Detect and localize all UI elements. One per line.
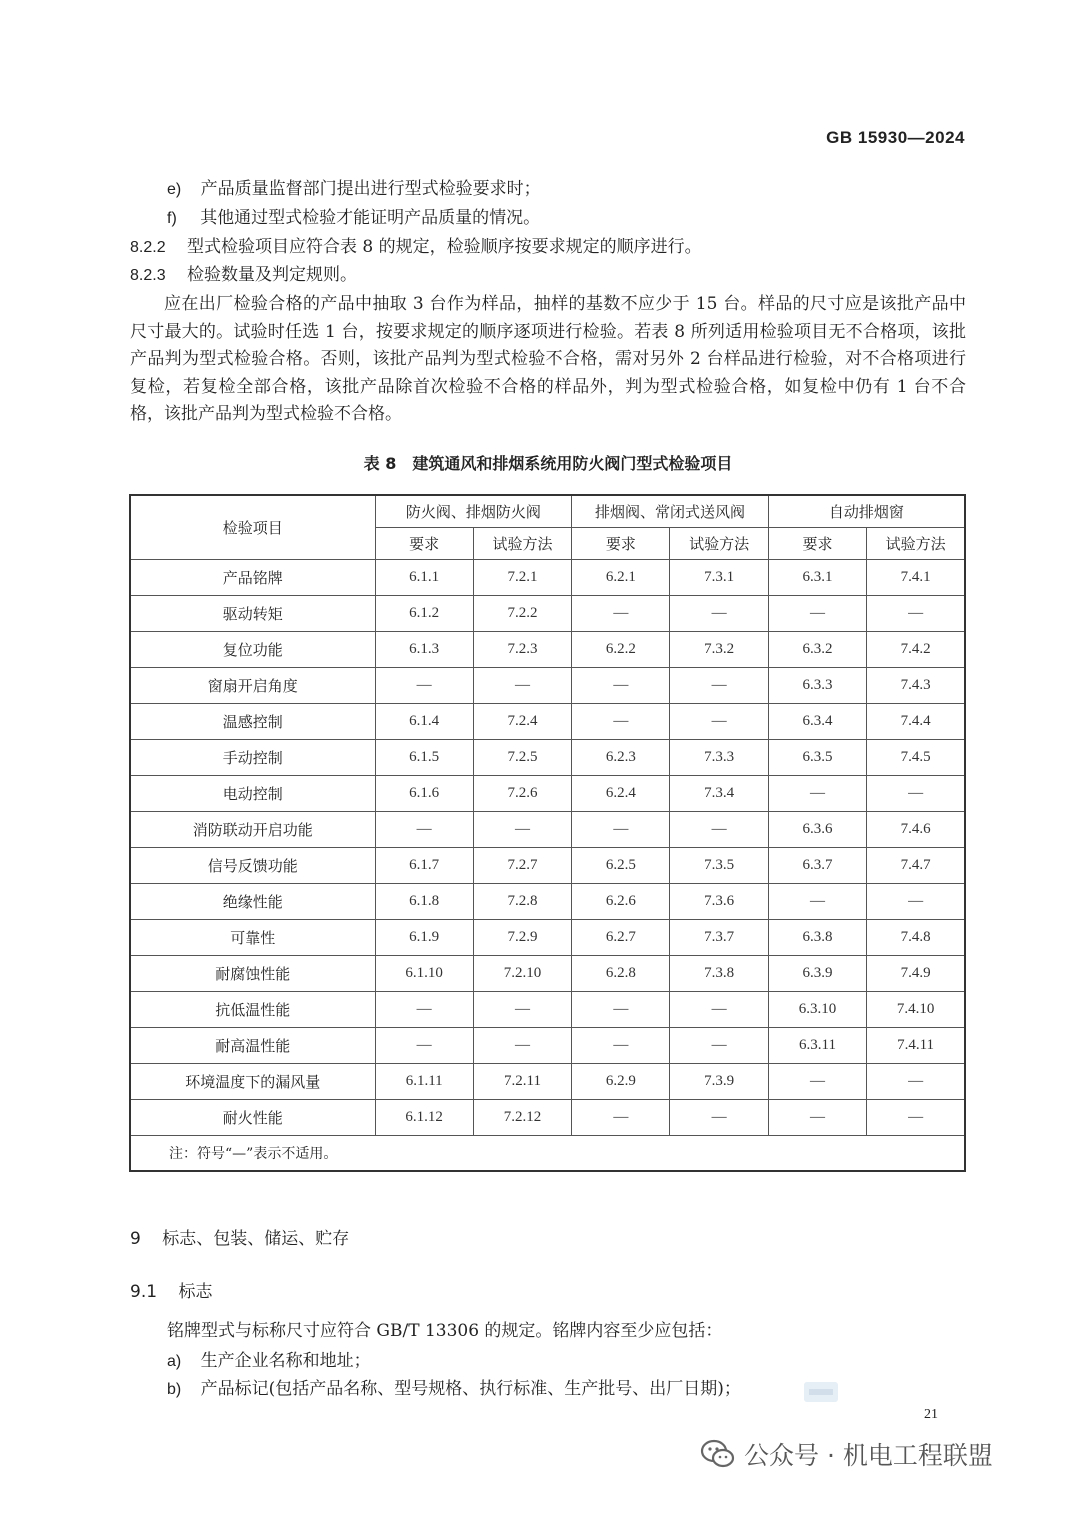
inspection-item: 可靠性 xyxy=(130,920,375,956)
table-row xyxy=(130,812,965,848)
clause-ref-cell: 6.2.7 xyxy=(572,920,670,956)
clause-ref-cell: — xyxy=(768,884,866,920)
clause-ref-cell: 7.4.6 xyxy=(867,812,965,848)
clause-ref-cell: — xyxy=(768,1100,866,1136)
table-row xyxy=(130,776,965,812)
inspection-item: 驱动转矩 xyxy=(130,596,375,632)
clause-ref-cell: 7.2.7 xyxy=(473,848,571,884)
list-marker: f) xyxy=(167,210,177,227)
clause-ref-cell: — xyxy=(867,1100,965,1136)
standard-code: GB 15930—2024 xyxy=(826,128,965,147)
table-row xyxy=(130,740,965,776)
inspection-item: 消防联动开启功能 xyxy=(130,812,375,848)
section-number: 9.1 xyxy=(130,1282,158,1302)
table-caption: 表 8 建筑通风和排烟系统用防火阀门型式检验项目 xyxy=(363,454,733,473)
group-header: 自动排烟窗 xyxy=(768,495,965,528)
clause-ref-cell: 6.1.5 xyxy=(375,740,473,776)
clause-ref-cell: 7.3.8 xyxy=(670,956,768,992)
group-header: 排烟阀、常闭式送风阀 xyxy=(572,495,769,528)
table-row xyxy=(130,956,965,992)
clause-text: 检验数量及判定规则。 xyxy=(187,265,357,285)
watermark-text: 公众号 · 机电工程联盟 xyxy=(744,1441,993,1470)
clause-ref-cell: 6.1.3 xyxy=(375,632,473,668)
sub-header: 试验方法 xyxy=(473,528,571,560)
clause-ref-cell: 7.3.2 xyxy=(670,632,768,668)
clause-ref-cell: 7.4.3 xyxy=(867,668,965,704)
clause-ref-cell: 6.1.1 xyxy=(375,560,473,596)
clause-ref-cell: — xyxy=(768,596,866,632)
clause-ref-cell: — xyxy=(670,1028,768,1064)
clause-ref-cell: — xyxy=(670,992,768,1028)
clause-ref-cell: — xyxy=(473,812,571,848)
table-row xyxy=(130,632,965,668)
table-row xyxy=(130,1064,965,1100)
list-item-e xyxy=(167,178,541,201)
clause-ref-cell: — xyxy=(375,668,473,704)
clause-ref-cell: 7.3.4 xyxy=(670,776,768,812)
clause-ref-cell: — xyxy=(375,992,473,1028)
table-row xyxy=(130,668,965,704)
clause-ref-cell: 7.2.12 xyxy=(473,1100,571,1136)
clause-ref-cell: 6.3.3 xyxy=(768,668,866,704)
clause-ref-cell: 7.2.3 xyxy=(473,632,571,668)
clause-ref-cell: 7.4.8 xyxy=(867,920,965,956)
inspection-item: 信号反馈功能 xyxy=(130,848,375,884)
clause-ref-cell: 6.3.2 xyxy=(768,632,866,668)
table-row xyxy=(130,560,965,596)
clause-ref-cell: — xyxy=(572,704,670,740)
sub-header: 要求 xyxy=(375,528,473,560)
clause-ref-cell: — xyxy=(670,668,768,704)
clause-number: 8.2.3 xyxy=(130,267,166,284)
clause-ref-cell: 6.2.3 xyxy=(572,740,670,776)
clause-ref-cell: 6.3.5 xyxy=(768,740,866,776)
section-9-1-heading xyxy=(130,1277,212,1302)
clause-ref-cell: 6.2.2 xyxy=(572,632,670,668)
clause-ref-cell: 7.3.5 xyxy=(670,848,768,884)
clause-ref-cell: — xyxy=(670,812,768,848)
clause-ref-cell: 6.1.2 xyxy=(375,596,473,632)
clause-ref-cell: 6.3.9 xyxy=(768,956,866,992)
clause-ref-cell: 7.3.3 xyxy=(670,740,768,776)
inspection-item: 绝缘性能 xyxy=(130,884,375,920)
inspection-items-table xyxy=(129,494,966,1172)
clause-ref-cell: 7.2.10 xyxy=(473,956,571,992)
judgment-paragraph: 应在出厂检验合格的产品中抽取 3 台作为样品，抽样的基数不应少于 15 台。样品的尺寸应是该批产品中尺寸最大的。试验时任选 1 台，按要求规定的顺序逐项进行检验。若表 8 所列适用检验项目无不合格项，该批产品判为型式检验合格。否则，该批产品判为型式检验不合格，需对另外 2 台样品进行检验，对不合格项进行复检，若复检全部合格，该批产品除首次检验不合格的样品外，判为型式检验合格，如复检中仍有 1 台不合格，该批产品判为型式检验不合格。 xyxy=(130,294,966,424)
list-text: 其他通过型式检验才能证明产品质量的情况。 xyxy=(200,208,541,228)
inspection-item: 复位功能 xyxy=(130,632,375,668)
clause-ref-cell: — xyxy=(375,812,473,848)
clause-ref-cell: 6.2.4 xyxy=(572,776,670,812)
clause-number: 8.2.2 xyxy=(130,239,166,256)
clause-ref-cell: 6.1.12 xyxy=(375,1100,473,1136)
section-title: 标志 xyxy=(178,1282,213,1302)
clause-ref-cell: 6.2.8 xyxy=(572,956,670,992)
clause-ref-cell: 7.4.5 xyxy=(867,740,965,776)
clause-ref-cell: — xyxy=(670,704,768,740)
list-item-f xyxy=(167,207,540,230)
clause-ref-cell: — xyxy=(867,596,965,632)
list-item-a xyxy=(167,1350,371,1373)
clause-ref-cell: 7.2.9 xyxy=(473,920,571,956)
clause-ref-cell: — xyxy=(867,776,965,812)
clause-ref-cell: — xyxy=(572,668,670,704)
inspection-item: 耐高温性能 xyxy=(130,1028,375,1064)
sub-header: 试验方法 xyxy=(670,528,768,560)
clause-ref-cell: 7.4.9 xyxy=(867,956,965,992)
clause-ref-cell: 6.3.11 xyxy=(768,1028,866,1064)
inspection-item: 手动控制 xyxy=(130,740,375,776)
inspection-item: 环境温度下的漏风量 xyxy=(130,1064,375,1100)
clause-ref-cell: 6.1.8 xyxy=(375,884,473,920)
clause-ref-cell: — xyxy=(473,1028,571,1064)
table-note: 注：符号“—”表示不适用。 xyxy=(130,1136,965,1172)
clause-ref-cell: 6.2.5 xyxy=(572,848,670,884)
table-row xyxy=(130,704,965,740)
table-row xyxy=(130,596,965,632)
table-row xyxy=(130,920,965,956)
sub-header: 试验方法 xyxy=(867,528,965,560)
list-text: 生产企业名称和地址； xyxy=(200,1351,371,1371)
list-marker: e) xyxy=(167,181,182,198)
inspection-item: 温感控制 xyxy=(130,704,375,740)
clause-8-2-2 xyxy=(130,236,702,259)
list-text: 产品标记(包括产品名称、型号规格、执行标准、生产批号、出厂日期)； xyxy=(200,1379,741,1399)
table-row xyxy=(130,1100,965,1136)
table-row xyxy=(130,992,965,1028)
faint-logo-icon xyxy=(803,1380,839,1404)
clause-ref-cell: 7.2.1 xyxy=(473,560,571,596)
clause-ref-cell: 6.1.11 xyxy=(375,1064,473,1100)
clause-ref-cell: 7.4.10 xyxy=(867,992,965,1028)
clause-ref-cell: — xyxy=(572,812,670,848)
clause-ref-cell: 6.3.4 xyxy=(768,704,866,740)
clause-ref-cell: 7.3.7 xyxy=(670,920,768,956)
section-title: 标志、包装、储运、贮存 xyxy=(162,1229,350,1249)
item-header: 检验项目 xyxy=(130,495,375,560)
clause-ref-cell: — xyxy=(572,1028,670,1064)
section-9-heading xyxy=(130,1224,349,1249)
clause-ref-cell: — xyxy=(670,596,768,632)
section-number: 9 xyxy=(130,1229,141,1249)
clause-ref-cell: — xyxy=(473,668,571,704)
clause-ref-cell: 7.3.6 xyxy=(670,884,768,920)
table-row xyxy=(130,848,965,884)
clause-ref-cell: 7.2.11 xyxy=(473,1064,571,1100)
sub-header: 要求 xyxy=(768,528,866,560)
clause-ref-cell: 6.3.6 xyxy=(768,812,866,848)
clause-ref-cell: 6.1.4 xyxy=(375,704,473,740)
clause-ref-cell: — xyxy=(670,1100,768,1136)
clause-8-2-3 xyxy=(130,264,357,287)
clause-ref-cell: — xyxy=(768,776,866,812)
list-item-b xyxy=(167,1378,741,1401)
clause-ref-cell: 7.2.4 xyxy=(473,704,571,740)
para-9-1: 铭牌型式与标称尺寸应符合 GB/T 13306 的规定。铭牌内容至少应包括： xyxy=(167,1321,723,1341)
page-number: 21 xyxy=(924,1407,938,1422)
clause-ref-cell: — xyxy=(572,992,670,1028)
clause-ref-cell: 6.1.9 xyxy=(375,920,473,956)
clause-ref-cell: — xyxy=(473,992,571,1028)
clause-ref-cell: 6.3.8 xyxy=(768,920,866,956)
inspection-item: 电动控制 xyxy=(130,776,375,812)
clause-ref-cell: — xyxy=(572,596,670,632)
list-marker: a) xyxy=(167,1353,182,1370)
group-header: 防火阀、排烟防火阀 xyxy=(375,495,572,528)
wechat-icon xyxy=(700,1439,736,1469)
clause-ref-cell: 7.4.1 xyxy=(867,560,965,596)
inspection-item: 窗扇开启角度 xyxy=(130,668,375,704)
clause-ref-cell: 7.4.11 xyxy=(867,1028,965,1064)
clause-ref-cell: 6.2.9 xyxy=(572,1064,670,1100)
list-text: 产品质量监督部门提出进行型式检验要求时； xyxy=(200,179,541,199)
clause-ref-cell: 7.2.6 xyxy=(473,776,571,812)
clause-ref-cell: 6.2.1 xyxy=(572,560,670,596)
watermark xyxy=(700,1436,993,1472)
clause-ref-cell: 6.1.7 xyxy=(375,848,473,884)
clause-ref-cell: 6.2.6 xyxy=(572,884,670,920)
inspection-item: 产品铭牌 xyxy=(130,560,375,596)
table-row xyxy=(130,884,965,920)
clause-ref-cell: 7.4.4 xyxy=(867,704,965,740)
clause-ref-cell: 6.1.6 xyxy=(375,776,473,812)
clause-ref-cell: — xyxy=(572,1100,670,1136)
clause-ref-cell: 7.3.1 xyxy=(670,560,768,596)
sub-header: 要求 xyxy=(572,528,670,560)
inspection-item: 耐火性能 xyxy=(130,1100,375,1136)
clause-ref-cell: 7.2.5 xyxy=(473,740,571,776)
clause-ref-cell: 7.2.2 xyxy=(473,596,571,632)
inspection-item: 抗低温性能 xyxy=(130,992,375,1028)
clause-ref-cell: — xyxy=(375,1028,473,1064)
clause-ref-cell: 7.4.2 xyxy=(867,632,965,668)
clause-ref-cell: — xyxy=(867,884,965,920)
inspection-item: 耐腐蚀性能 xyxy=(130,956,375,992)
clause-ref-cell: 6.3.10 xyxy=(768,992,866,1028)
clause-ref-cell: 7.4.7 xyxy=(867,848,965,884)
clause-ref-cell: 7.2.8 xyxy=(473,884,571,920)
clause-text: 型式检验项目应符合表 8 的规定，检验顺序按要求规定的顺序进行。 xyxy=(187,237,702,257)
table-row xyxy=(130,1028,965,1064)
clause-ref-cell: — xyxy=(768,1064,866,1100)
clause-ref-cell: — xyxy=(867,1064,965,1100)
list-marker: b) xyxy=(167,1381,182,1398)
clause-ref-cell: 6.3.7 xyxy=(768,848,866,884)
clause-ref-cell: 7.3.9 xyxy=(670,1064,768,1100)
clause-ref-cell: 6.3.1 xyxy=(768,560,866,596)
clause-ref-cell: 6.1.10 xyxy=(375,956,473,992)
